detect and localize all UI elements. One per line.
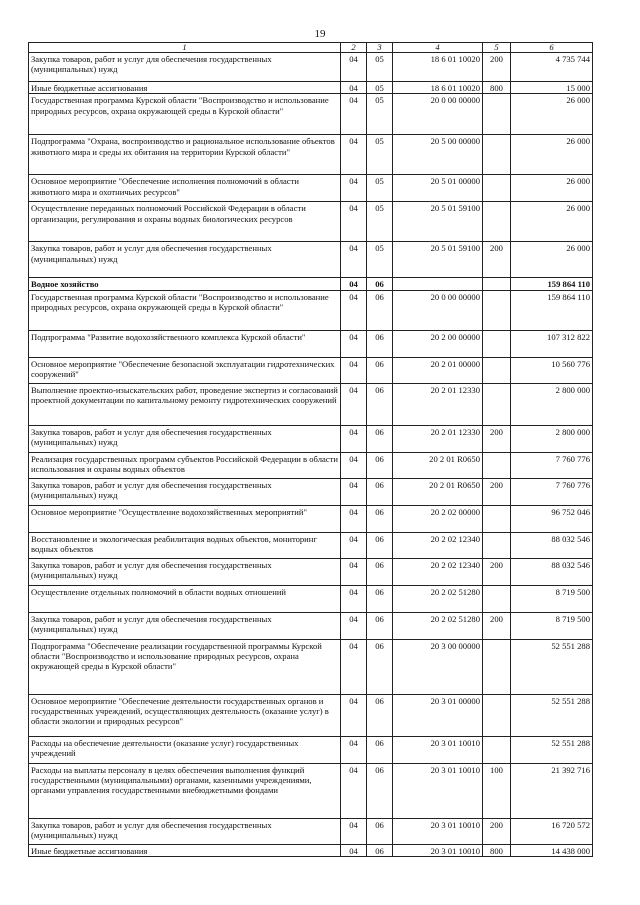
row-subsection: 06 [367, 585, 393, 612]
row-name: Осуществление переданных полномочий Российской Федерации в области организации, регулирования и охраны водных биологических ресурсов [29, 202, 341, 242]
row-subsection: 06 [367, 532, 393, 558]
row-amount: 7 760 776 [511, 478, 593, 505]
table-row [29, 694, 593, 736]
table-row [29, 585, 593, 612]
row-expense-type: 200 [483, 425, 511, 452]
row-name: Восстановление и экологическая реабилитация водных объектов, мониторинг водных объектов [29, 532, 341, 558]
row-section: 04 [341, 639, 367, 694]
row-subsection: 06 [367, 639, 393, 694]
row-subsection: 06 [367, 330, 393, 357]
row-name: Государственная программа Курской области "Воспроизводство и использование природных ресурсов, охрана окружающей среды в Курской области" [29, 94, 341, 135]
row-name: Водное хозяйство [29, 278, 341, 290]
table-row [29, 505, 593, 532]
row-section: 04 [341, 94, 367, 135]
row-expense-type [483, 94, 511, 135]
row-target-article: 20 5 01 59100 [393, 202, 483, 242]
row-expense-type [483, 278, 511, 290]
row-section: 04 [341, 818, 367, 844]
row-section: 04 [341, 478, 367, 505]
row-section: 04 [341, 425, 367, 452]
row-amount: 26 000 [511, 135, 593, 175]
table-row [29, 639, 593, 694]
row-name: Реализация государственных программ субъектов Российской Федерации в области использования и охраны водных объектов [29, 452, 341, 478]
row-expense-type: 200 [483, 818, 511, 844]
row-target-article: 20 2 01 R0650 [393, 478, 483, 505]
table-row [29, 278, 593, 290]
row-section: 04 [341, 175, 367, 202]
row-name: Расходы на обеспечение деятельности (оказание услуг) государственных учреждений [29, 736, 341, 763]
table-row [29, 330, 593, 357]
row-name: Закупка товаров, работ и услуг для обеспечения государственных (муниципальных) нужд [29, 478, 341, 505]
row-section: 04 [341, 383, 367, 425]
table-row [29, 383, 593, 425]
row-section: 04 [341, 330, 367, 357]
row-section: 04 [341, 357, 367, 383]
row-subsection: 06 [367, 452, 393, 478]
row-subsection: 05 [367, 175, 393, 202]
table-row [29, 425, 593, 452]
row-name: Иные бюджетные ассигнования [29, 844, 341, 856]
row-target-article [393, 278, 483, 290]
row-name: Государственная программа Курской области "Воспроизводство и использование природных ресурсов, охрана окружающей среды в Курской области" [29, 290, 341, 330]
row-name: Подпрограмма "Обеспечение реализации государственной программы Курской области "Воспроизводство и использование природных ресурсов, охрана окружающей среды в Курской области" [29, 639, 341, 694]
column-header: 1 [29, 43, 341, 53]
row-subsection: 06 [367, 844, 393, 856]
row-target-article: 20 2 01 12330 [393, 383, 483, 425]
row-amount: 26 000 [511, 242, 593, 278]
row-section: 04 [341, 505, 367, 532]
row-expense-type: 200 [483, 53, 511, 82]
row-expense-type [483, 330, 511, 357]
row-target-article: 20 5 01 00000 [393, 175, 483, 202]
row-expense-type [483, 736, 511, 763]
row-section: 04 [341, 82, 367, 94]
row-target-article: 20 2 02 51280 [393, 612, 483, 639]
row-expense-type [483, 175, 511, 202]
row-subsection: 06 [367, 818, 393, 844]
row-amount: 88 032 546 [511, 558, 593, 585]
row-target-article: 20 2 02 00000 [393, 505, 483, 532]
row-section: 04 [341, 558, 367, 585]
row-section: 04 [341, 53, 367, 82]
row-target-article: 20 0 00 00000 [393, 290, 483, 330]
row-target-article: 18 6 01 10020 [393, 82, 483, 94]
row-amount: 96 752 046 [511, 505, 593, 532]
table-row [29, 202, 593, 242]
row-amount: 16 720 572 [511, 818, 593, 844]
table-row [29, 478, 593, 505]
table-row [29, 135, 593, 175]
table-row [29, 175, 593, 202]
row-name: Закупка товаров, работ и услуг для обеспечения государственных (муниципальных) нужд [29, 425, 341, 452]
row-section: 04 [341, 278, 367, 290]
row-subsection: 06 [367, 505, 393, 532]
table-row [29, 82, 593, 94]
row-target-article: 20 2 01 00000 [393, 357, 483, 383]
budget-table [28, 42, 593, 857]
table-row [29, 558, 593, 585]
row-subsection: 05 [367, 94, 393, 135]
row-section: 04 [341, 736, 367, 763]
row-amount: 15 000 [511, 82, 593, 94]
row-target-article: 20 3 01 10010 [393, 844, 483, 856]
row-expense-type: 200 [483, 612, 511, 639]
row-expense-type [483, 532, 511, 558]
table-row [29, 763, 593, 818]
row-section: 04 [341, 844, 367, 856]
row-subsection: 05 [367, 82, 393, 94]
row-expense-type [483, 135, 511, 175]
row-target-article: 20 2 02 51280 [393, 585, 483, 612]
row-expense-type [483, 694, 511, 736]
row-subsection: 06 [367, 763, 393, 818]
header-row [29, 43, 593, 53]
row-name: Закупка товаров, работ и услуг для обеспечения государственных (муниципальных) нужд [29, 558, 341, 585]
row-subsection: 06 [367, 383, 393, 425]
row-expense-type [483, 452, 511, 478]
row-subsection: 06 [367, 736, 393, 763]
row-expense-type [483, 290, 511, 330]
row-expense-type: 800 [483, 844, 511, 856]
row-expense-type: 800 [483, 82, 511, 94]
table-row [29, 53, 593, 82]
row-name: Расходы на выплаты персоналу в целях обеспечения выполнения функций государственными (муниципальными) органами, казенными учреждениями, органами управления государственными внебюджетными фондами [29, 763, 341, 818]
row-name: Основное мероприятие "Обеспечение безопасной эксплуатации гидротехнических сооружений" [29, 357, 341, 383]
row-amount: 52 551 288 [511, 694, 593, 736]
row-target-article: 20 2 01 12330 [393, 425, 483, 452]
table-row [29, 452, 593, 478]
row-section: 04 [341, 135, 367, 175]
row-name: Закупка товаров, работ и услуг для обеспечения государственных (муниципальных) нужд [29, 242, 341, 278]
row-amount: 21 392 716 [511, 763, 593, 818]
row-expense-type: 100 [483, 763, 511, 818]
row-target-article: 20 3 01 10010 [393, 736, 483, 763]
row-subsection: 06 [367, 694, 393, 736]
column-header: 4 [393, 43, 483, 53]
row-subsection: 05 [367, 135, 393, 175]
row-section: 04 [341, 290, 367, 330]
row-subsection: 06 [367, 612, 393, 639]
row-subsection: 06 [367, 290, 393, 330]
row-section: 04 [341, 532, 367, 558]
row-expense-type [483, 357, 511, 383]
row-target-article: 20 5 00 00000 [393, 135, 483, 175]
row-target-article: 20 2 00 00000 [393, 330, 483, 357]
row-amount: 10 560 776 [511, 357, 593, 383]
row-amount: 2 800 000 [511, 383, 593, 425]
table-row [29, 612, 593, 639]
row-subsection: 06 [367, 478, 393, 505]
row-expense-type [483, 202, 511, 242]
row-name: Подпрограмма "Охрана, воспроизводство и рациональное использование объектов животного мира и среды их обитания на территории Курской области" [29, 135, 341, 175]
row-amount: 107 312 822 [511, 330, 593, 357]
row-amount: 52 551 288 [511, 639, 593, 694]
row-amount: 2 800 000 [511, 425, 593, 452]
row-subsection: 06 [367, 278, 393, 290]
row-section: 04 [341, 202, 367, 242]
row-target-article: 20 5 01 59100 [393, 242, 483, 278]
table-row [29, 736, 593, 763]
row-name: Осуществление отдельных полномочий в области водных отношений [29, 585, 341, 612]
row-target-article: 20 2 02 12340 [393, 532, 483, 558]
row-amount: 8 719 500 [511, 585, 593, 612]
row-subsection: 05 [367, 53, 393, 82]
row-expense-type: 200 [483, 558, 511, 585]
column-header: 3 [367, 43, 393, 53]
table-body [29, 53, 593, 857]
row-target-article: 20 3 00 00000 [393, 639, 483, 694]
row-amount: 88 032 546 [511, 532, 593, 558]
row-amount: 159 864 110 [511, 278, 593, 290]
row-expense-type [483, 639, 511, 694]
row-target-article: 20 3 01 10010 [393, 818, 483, 844]
row-expense-type [483, 505, 511, 532]
row-target-article: 20 3 01 10010 [393, 763, 483, 818]
row-name: Основное мероприятие "Обеспечение деятельности государственных органов и государственных учреждений, осуществляющих деятельность (оказание услуг) в области экологии и природных ресурсов" [29, 694, 341, 736]
row-subsection: 05 [367, 202, 393, 242]
table-row [29, 357, 593, 383]
row-subsection: 05 [367, 242, 393, 278]
row-target-article: 20 2 01 R0650 [393, 452, 483, 478]
row-name: Выполнение проектно-изыскательских работ, проведение экспертиз и согласований проектной документации по капитальному ремонту гидротехнических сооружений [29, 383, 341, 425]
row-expense-type [483, 585, 511, 612]
table-row [29, 242, 593, 278]
row-amount: 7 760 776 [511, 452, 593, 478]
column-header: 6 [511, 43, 593, 53]
row-target-article: 20 2 02 12340 [393, 558, 483, 585]
row-subsection: 06 [367, 425, 393, 452]
row-amount: 4 735 744 [511, 53, 593, 82]
row-subsection: 06 [367, 558, 393, 585]
row-expense-type: 200 [483, 478, 511, 505]
row-expense-type [483, 383, 511, 425]
row-name: Закупка товаров, работ и услуг для обеспечения государственных (муниципальных) нужд [29, 818, 341, 844]
table-row [29, 818, 593, 844]
column-header: 2 [341, 43, 367, 53]
row-section: 04 [341, 242, 367, 278]
page-number: 19 [314, 28, 326, 40]
table-row [29, 532, 593, 558]
row-name: Закупка товаров, работ и услуг для обеспечения государственных (муниципальных) нужд [29, 612, 341, 639]
row-section: 04 [341, 612, 367, 639]
row-amount: 26 000 [511, 175, 593, 202]
row-name: Иные бюджетные ассигнования [29, 82, 341, 94]
table-row [29, 290, 593, 330]
row-name: Закупка товаров, работ и услуг для обеспечения государственных (муниципальных) нужд [29, 53, 341, 82]
row-name: Подпрограмма "Развитие водохозяйственного комплекса Курской области" [29, 330, 341, 357]
row-name: Основное мероприятие "Обеспечение исполнения полномочий в области животного мира и охотничьих ресурсов" [29, 175, 341, 202]
row-expense-type: 200 [483, 242, 511, 278]
row-section: 04 [341, 452, 367, 478]
row-amount: 8 719 500 [511, 612, 593, 639]
row-target-article: 20 0 00 00000 [393, 94, 483, 135]
row-subsection: 06 [367, 357, 393, 383]
row-amount: 52 551 288 [511, 736, 593, 763]
row-amount: 14 438 000 [511, 844, 593, 856]
row-amount: 26 000 [511, 202, 593, 242]
row-name: Основное мероприятие "Осуществление водохозяйственных мероприятий" [29, 505, 341, 532]
row-target-article: 20 3 01 00000 [393, 694, 483, 736]
row-section: 04 [341, 585, 367, 612]
row-amount: 159 864 110 [511, 290, 593, 330]
row-section: 04 [341, 694, 367, 736]
row-amount: 26 000 [511, 94, 593, 135]
column-header: 5 [483, 43, 511, 53]
row-section: 04 [341, 763, 367, 818]
table-row [29, 94, 593, 135]
table-row [29, 844, 593, 856]
row-target-article: 18 6 01 10020 [393, 53, 483, 82]
